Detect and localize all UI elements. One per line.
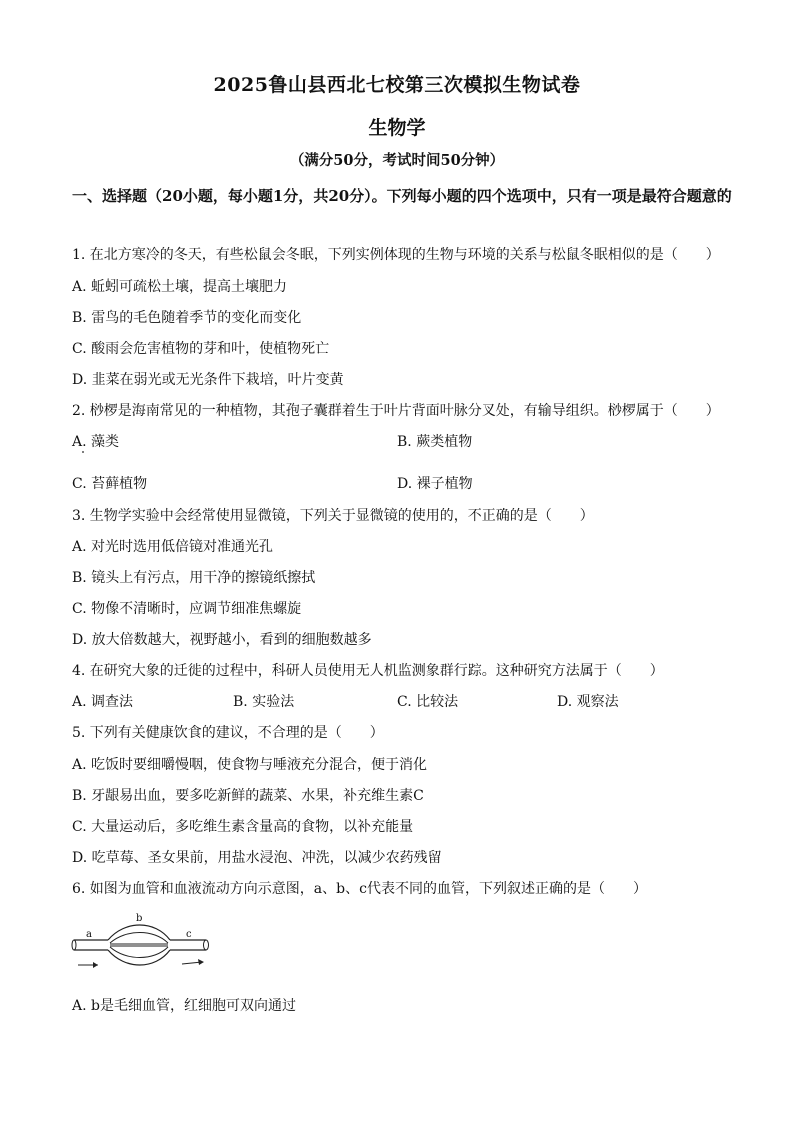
question-6-option-a: A. b是毛细血管，红细胞可双向通过 bbox=[72, 998, 296, 1014]
exam-title: 2025鲁山县西北七校第三次模拟生物试卷 bbox=[213, 74, 581, 96]
question-4-option-c: C. 比较法 bbox=[397, 694, 459, 710]
question-4-option-b: B. 实验法 bbox=[233, 694, 295, 710]
question-5-option-a: A. 吃饭时要细嚼慢咽，使食物与唾液充分混合，便于消化 bbox=[72, 757, 428, 773]
question-2-option-c: C. 苔藓植物 bbox=[72, 476, 148, 492]
question-5-option-b: B. 牙龈易出血，要多吃新鲜的蔬菜、水果，补充维生素C bbox=[72, 788, 424, 804]
question-6-stem: 6. 如图为血管和血液流动方向示意图，a、b、c代表不同的血管，下列叙述正确的是（ ） bbox=[72, 881, 647, 897]
flow-arrow-right-head bbox=[198, 959, 204, 965]
question-1-option-b: B. 雷鸟的毛色随着季节的变化而变化 bbox=[72, 310, 302, 326]
blood-vessel-diagram bbox=[70, 912, 215, 974]
question-3-option-c: C. 物像不清晰时，应调节细准焦螺旋 bbox=[72, 601, 302, 617]
label-a: a bbox=[86, 929, 92, 940]
question-2-option-a: A. 藻类 bbox=[72, 434, 120, 450]
question-3-option-d: D. 放大倍数越大，视野越小，看到的细胞数越多 bbox=[72, 632, 372, 648]
question-3-option-a: A. 对光时选用低倍镜对准通光孔 bbox=[72, 539, 274, 555]
question-1-option-d: D. 韭菜在弱光或无光条件下栽培，叶片变黄 bbox=[72, 372, 344, 388]
question-1-stem: 1. 在北方寒冷的冬天，有些松鼠会冬眠，下列实例体现的生物与环境的关系与松鼠冬眠相似的是（ ） bbox=[72, 247, 720, 263]
question-4-option-d: D. 观察法 bbox=[557, 694, 619, 710]
question-5-stem: 5. 下列有关健康饮食的建议，不合理的是（ ） bbox=[72, 725, 384, 741]
score-time-note: （满分50分，考试时间50分钟） bbox=[289, 152, 505, 169]
vessel-b-lower-inner bbox=[110, 947, 168, 958]
question-1-option-a: A. 蚯蚓可疏松土壤，提高土壤肥力 bbox=[72, 279, 288, 295]
section-heading: 一、选择题（20小题，每小题1分，共20分）。下列每小题的四个选项中，只有一项是最符合题意的 bbox=[72, 187, 732, 205]
question-5-option-c: C. 大量运动后，多吃维生素含量高的食物，以补充能量 bbox=[72, 819, 414, 835]
question-2-option-d: D. 裸子植物 bbox=[397, 476, 473, 492]
label-b: b bbox=[136, 913, 143, 924]
question-5-option-d: D. 吃草莓、圣女果前，用盐水浸泡、冲洗，以减少农药残留 bbox=[72, 850, 442, 866]
question-3-option-b: B. 镜头上有污点，用干净的擦镜纸擦拭 bbox=[72, 570, 316, 586]
label-c: c bbox=[186, 929, 192, 940]
question-2-option-b: B. 蕨类植物 bbox=[397, 434, 473, 450]
subject-title: 生物学 bbox=[368, 117, 426, 139]
vessel-c-opening bbox=[204, 940, 209, 950]
stray-dot bbox=[82, 451, 84, 453]
flow-arrow-left-head bbox=[93, 962, 98, 968]
question-1-option-c: C. 酸雨会危害植物的芽和叶，使植物死亡 bbox=[72, 341, 330, 357]
vessel-b-upper-inner bbox=[110, 933, 168, 944]
question-4-option-a: A. 调查法 bbox=[72, 694, 134, 710]
question-4-stem: 4. 在研究大象的迁徙的过程中，科研人员使用无人机监测象群行踪。这种研究方法属于（ ） bbox=[72, 663, 664, 679]
question-2-stem: 2. 桫椤是海南常见的一种植物，其孢子囊群着生于叶片背面叶脉分叉处，有输导组织。桫椤属于（ ） bbox=[72, 403, 720, 419]
question-3-stem: 3. 生物学实验中会经常使用显微镜，下列关于显微镜的使用的，不正确的是（ ） bbox=[72, 508, 594, 524]
vessel-a-opening bbox=[72, 940, 76, 950]
